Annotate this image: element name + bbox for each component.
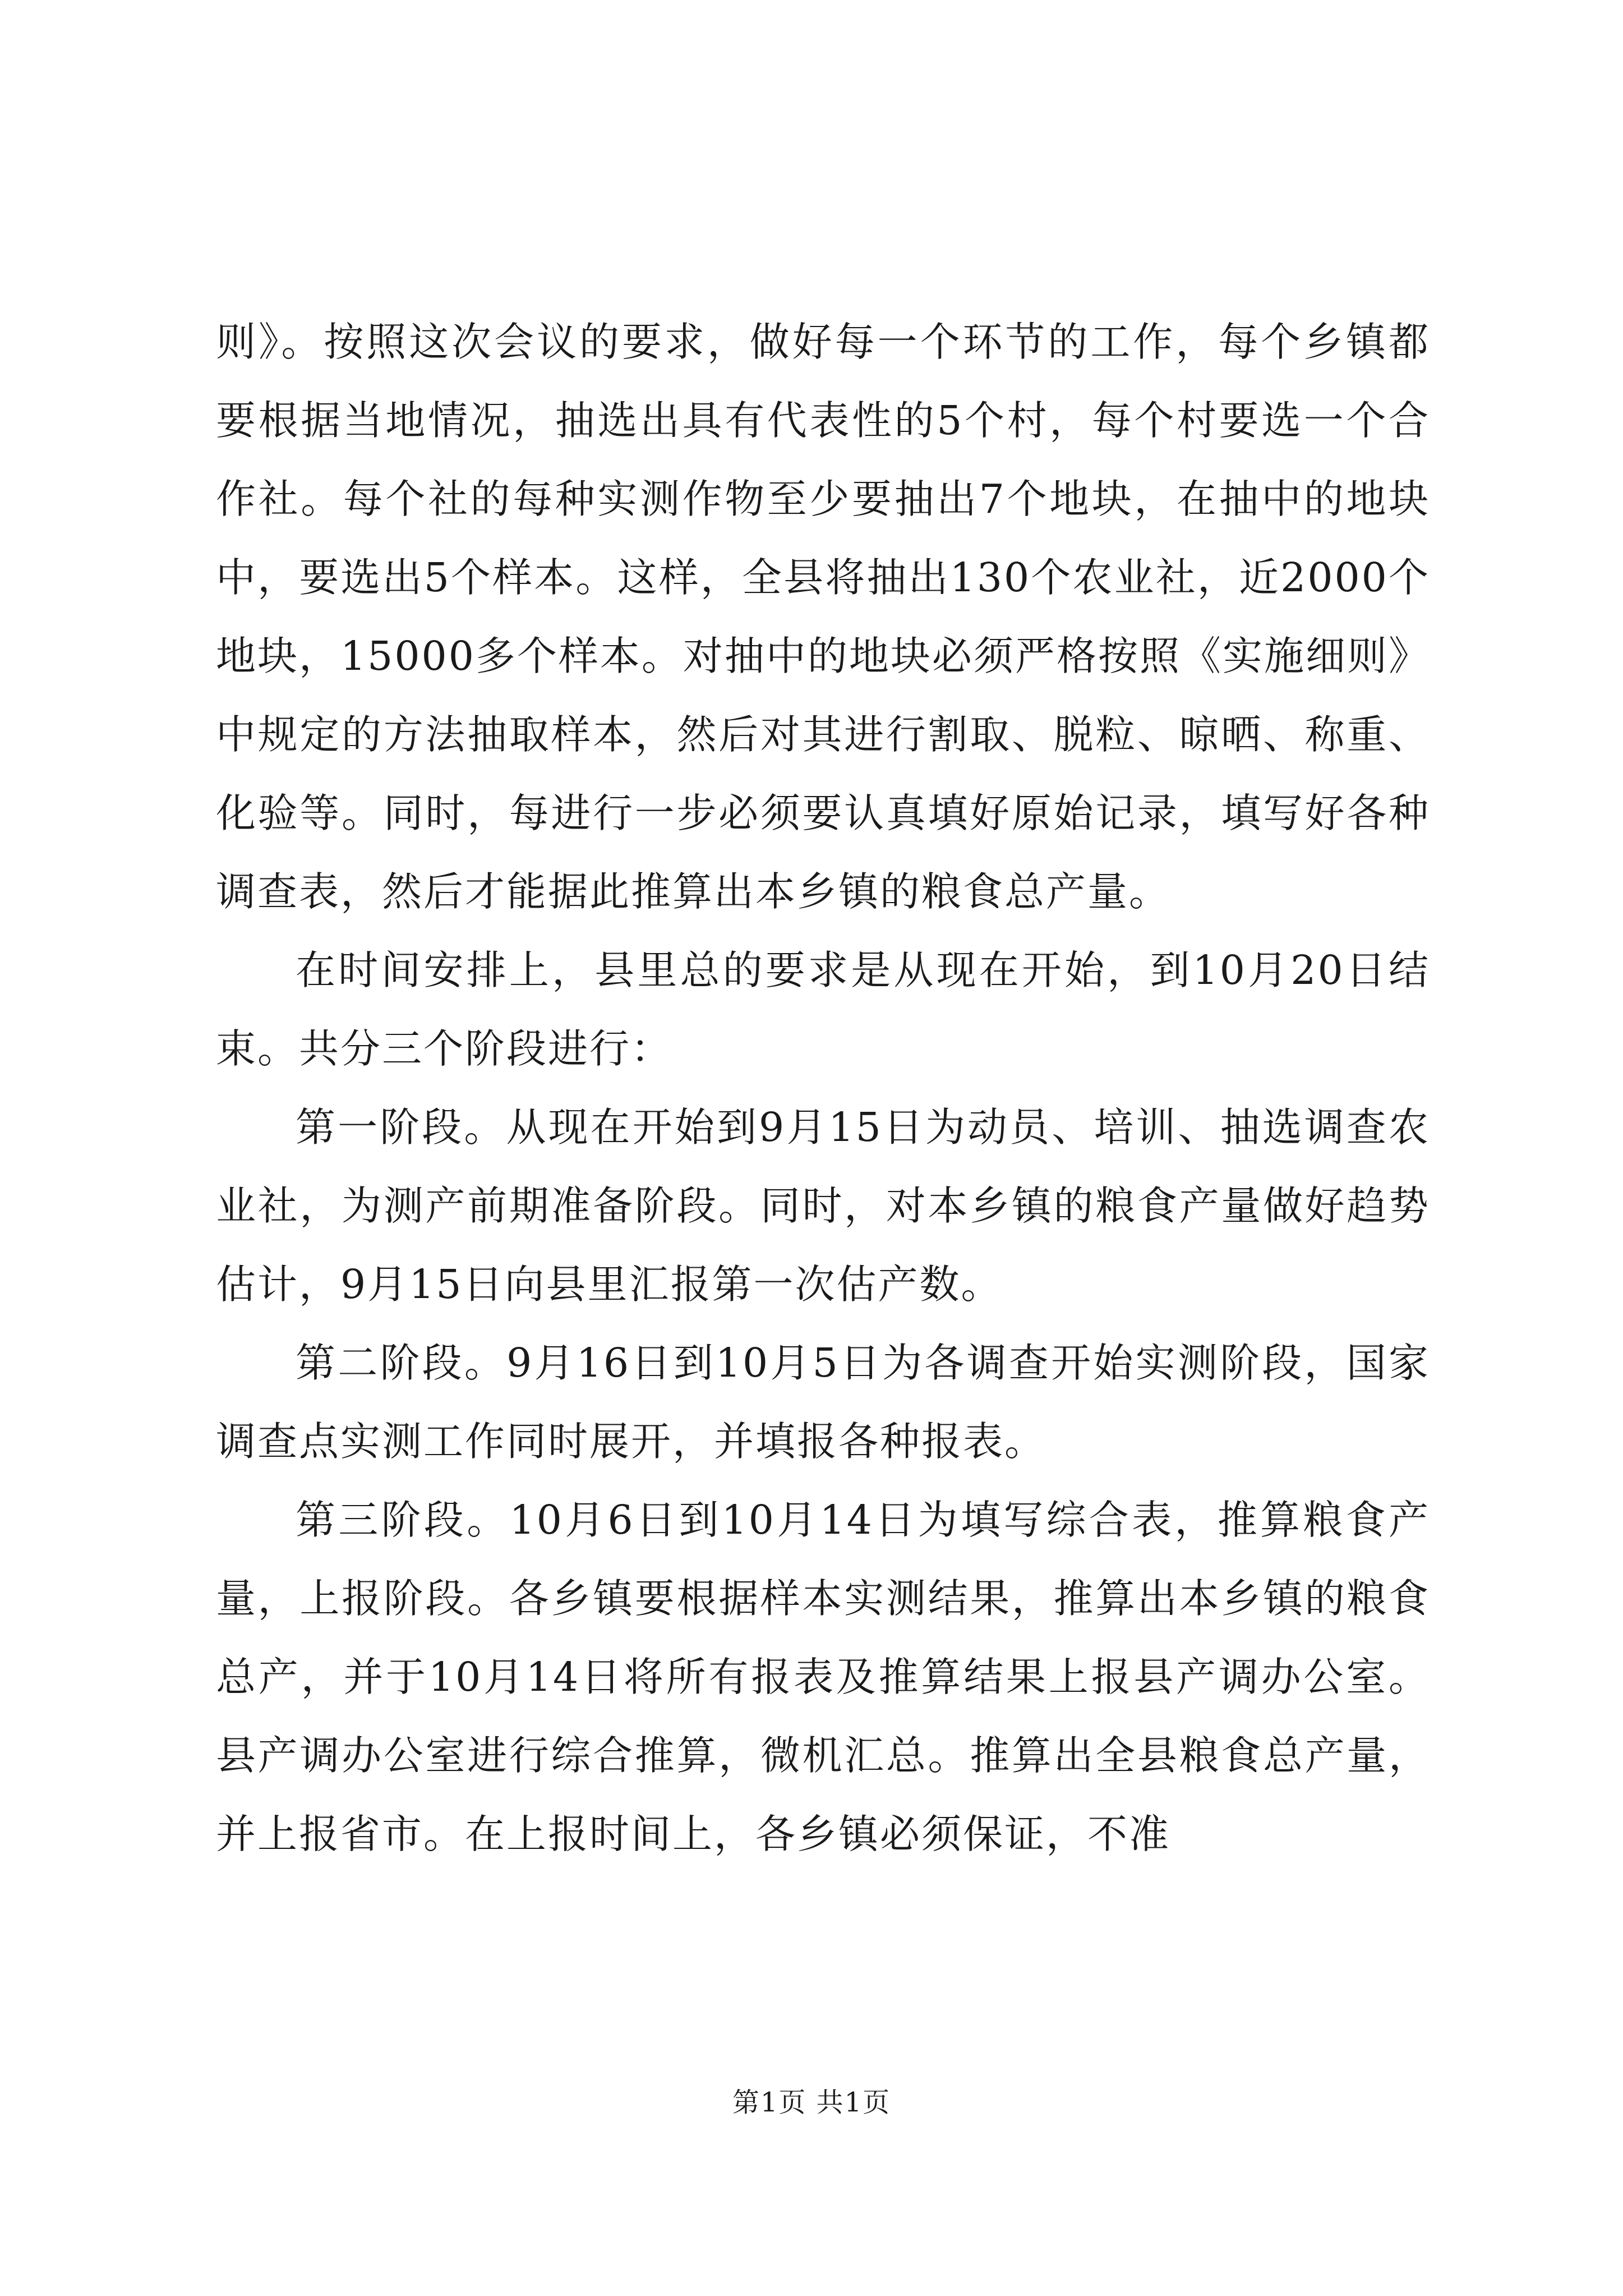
document-body (216, 303, 1430, 1874)
paragraph-continuation: 则》。按照这次会议的要求，做好每一个环节的工作，每个乡镇都要根据当地情况，抽选出具有代表性的5个村，每个村要选一个合作社。每个社的每种实测作物至少要抽出7个地块，在抽中的地块中，要选出5个样本。这样，全县将抽出130个农业社，近2000个地块，15000多个样本。对抽中的地块必须严格按照《实施细则》中规定的方法抽取样本，然后对其进行割取、脱粒、晾晒、称重、化验等。同时，每进行一步必须要认真填好原始记录，填写好各种调查表，然后才能据此推算出本乡镇的粮食总产量。 (216, 319, 1430, 915)
paragraph-schedule-intro: 在时间安排上，县里总的要求是从现在开始，到10月20日结束。共分三个阶段进行： (216, 947, 1430, 1072)
paragraph-stage-two: 第二阶段。9月16日到10月5日为各调查开始实测阶段，国家调查点实测工作同时展开，并填报各种报表。 (216, 1340, 1430, 1465)
page-number-footer: 第1页 共1页 (732, 2087, 891, 2118)
paragraph-stage-three: 第三阶段。10月6日到10月14日为填写综合表，推算粮食产量，上报阶段。各乡镇要根据样本实测结果，推算出本乡镇的粮食总产，并于10月14日将所有报表及推算结果上报县产调办公室。县产调办公室进行综合推算，微机汇总。推算出全县粮食总产量，并上报省市。在上报时间上，各乡镇必须保证，不准 (216, 1497, 1430, 1857)
paragraph-stage-one: 第一阶段。从现在开始到9月15日为动员、培训、抽选调查农业社，为测产前期准备阶段。同时，对本乡镇的粮食产量做好趋势估计，9月15日向县里汇报第一次估产数。 (216, 1104, 1430, 1308)
